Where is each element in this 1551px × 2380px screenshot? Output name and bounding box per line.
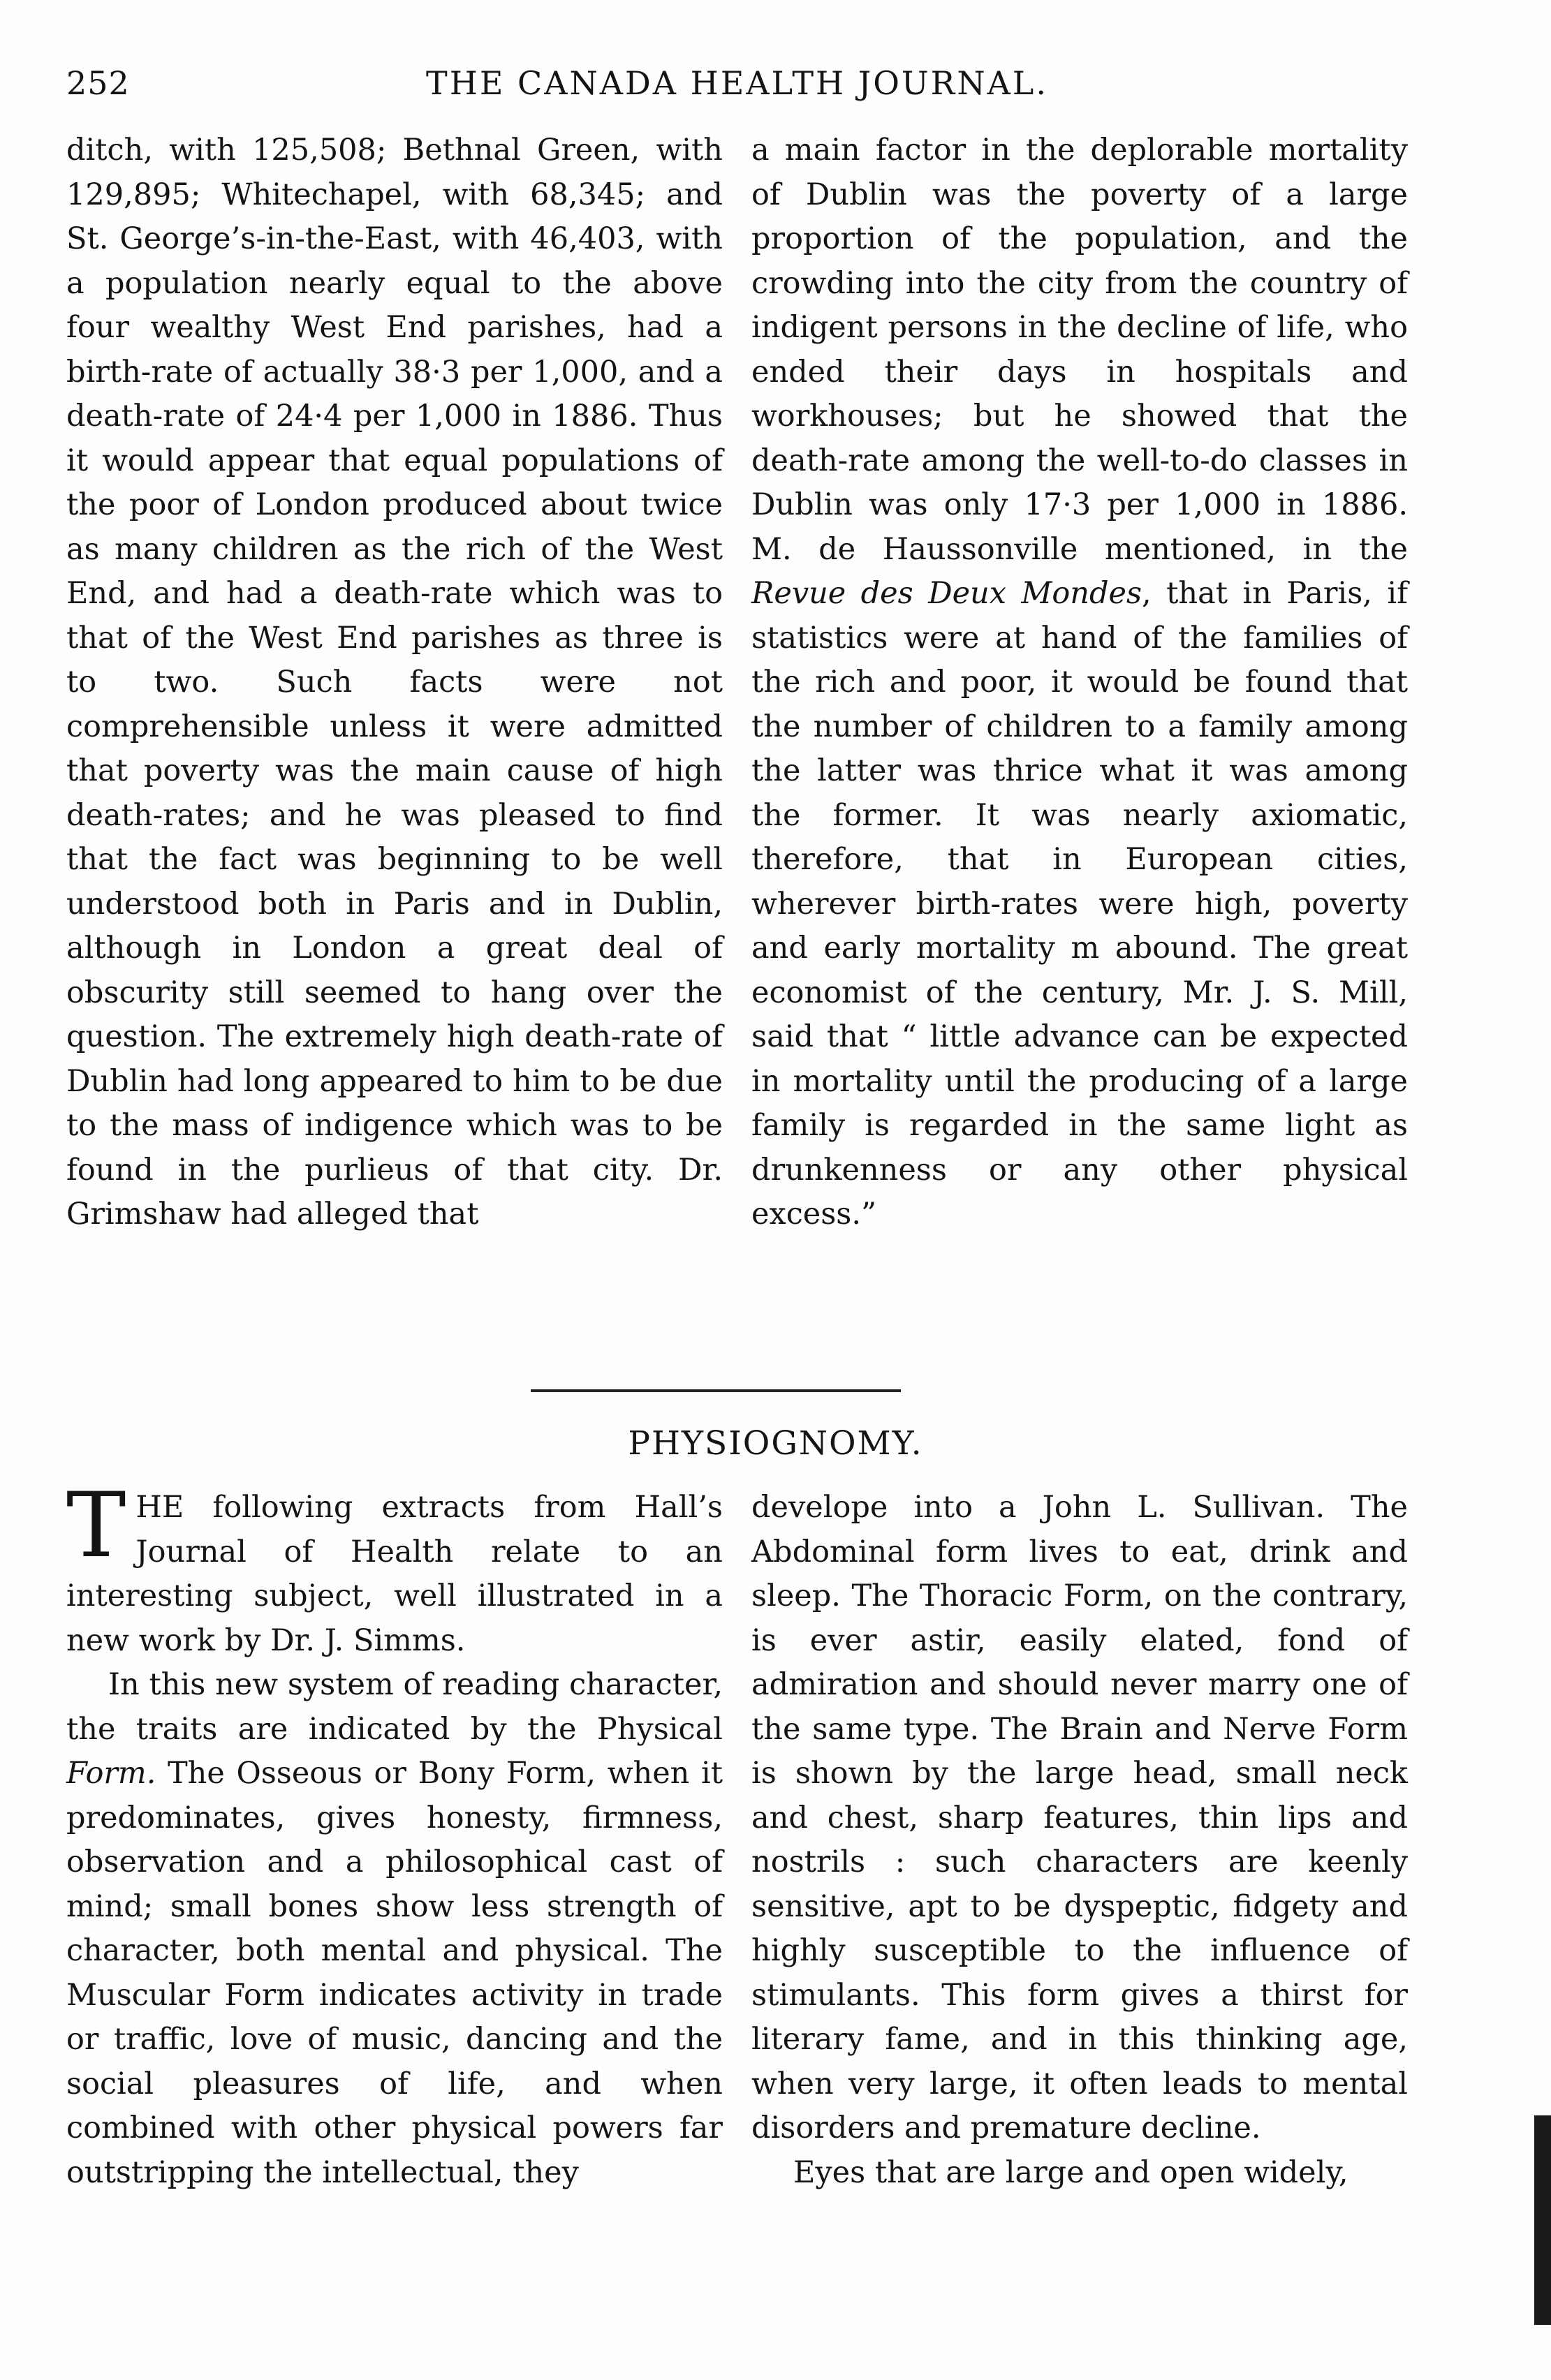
top-article-columns — [66, 128, 1408, 1413]
page-number: 252 — [66, 64, 130, 102]
form-text-1: In this new system of reading character, the traits are indicated by the Physical — [66, 1667, 723, 1747]
scan-edge-mark — [1534, 2115, 1551, 2325]
form-paragraph — [66, 1663, 723, 2195]
form-text-2: The Osseous or Bony Form, when it predominates, gives honesty, firmness, observation and a philosophical cast of mind; small bones show less strength of character, both mental and physical. The Muscular Form indicates activity in trade or traffic, love of music, dancing and the social pleasures of life, and when combined with other physical powers far outstripping the intellectual, they — [66, 1756, 723, 2190]
top-right-column — [751, 128, 1408, 1413]
top-right-text-2: , that in Paris, if statistics were at hand of the families of the rich and poor, it would be found that the number of children to a family among the latter was thrice what it was among the former. It was nearly axiomatic, therefore, that in European cities, wherever birth-rates were high, poverty and early mortality m abound. The great economist of the century, Mr. J. S. Mill, said that “ little advance can be expected in mortality until the producing of a large family is regarded in the same light as drunkenness or any other physical excess.” — [751, 576, 1408, 1232]
form-italic: Form. — [66, 1756, 156, 1791]
drop-cap: T — [66, 1474, 126, 1578]
section-divider-rule — [531, 1389, 901, 1392]
physiognomy-left-column — [66, 1474, 723, 2195]
section-title: PHYSIOGNOMY. — [628, 1424, 923, 1463]
intro-text: HE following extracts from Hall’s Journal of Health relate to an interesting subject, well illustrated in a new work by Dr. J. Simms. — [66, 1490, 723, 1658]
journal-title: THE CANADA HEALTH JOURNAL. — [426, 64, 1048, 102]
physiognomy-columns — [66, 1474, 1408, 2195]
intro-paragraph — [66, 1474, 723, 1663]
top-left-column — [66, 128, 723, 1413]
physiognomy-right-column — [751, 1486, 1408, 2195]
top-right-text-1: a main factor in the deplorable mortality of Dublin was the poverty of a large proportion of the population, and the crowding into the city from the country of indigent persons in the decline of life, who ended their days in hospitals and workhouses; but he showed that the death-rate among the well-to-do classes in Dublin was only 17·3 per 1,000 in 1886. M. de Haussonville mentioned, in the — [751, 133, 1408, 567]
eyes-paragraph: Eyes that are large and open widely, — [793, 2154, 1348, 2190]
top-left-paragraph: ditch, with 125,508; Bethnal Green, with 129,895; Whitechapel, with 68,345; and St. George’s-in-the-East, with 46,403, with a population nearly equal to the above four wealthy West End parishes, had a birth-rate of actually 38·3 per 1,000, and a death-rate of 24·4 per 1,000 in 1886. Thus it would appear that equal populations of the poor of London produced about twice as many children as the rich of the West End, and had a death-rate which was to that of the West End parishes as three is to two. Such facts were not comprehensible unless it were admitted that poverty was the main cause of high death-rates; and he was pleased to find that the fact was beginning to be well understood both in Paris and in Dublin, although in London a great deal of obscurity still seemed to hang over the question. The extremely high death-rate of Dublin had long appeared to him to be due to the mass of indigence which was to be found in the purlieus of that city. Dr. Grimshaw had alleged that — [66, 133, 723, 1232]
top-right-paragraph — [751, 128, 1408, 1237]
running-header — [66, 56, 1408, 119]
revue-title-italic: Revue des Deux Mondes — [751, 576, 1142, 611]
forms-paragraph: develope into a John L. Sullivan. The Abdominal form lives to eat, drink and sleep. The Thoracic Form, on the contrary, is ever astir, easily elated, fond of admiration and should never marry one of the same type. The Brain and Nerve Form is shown by the large head, small neck and chest, sharp features, thin lips and nostrils : such characters are keenly sensitive, apt to be dyspeptic, fidgety and highly susceptible to the influence of stimulants. This form gives a thirst for literary fame, and in this thinking age, when very large, it often leads to mental disorders and premature decline. — [751, 1490, 1408, 2145]
